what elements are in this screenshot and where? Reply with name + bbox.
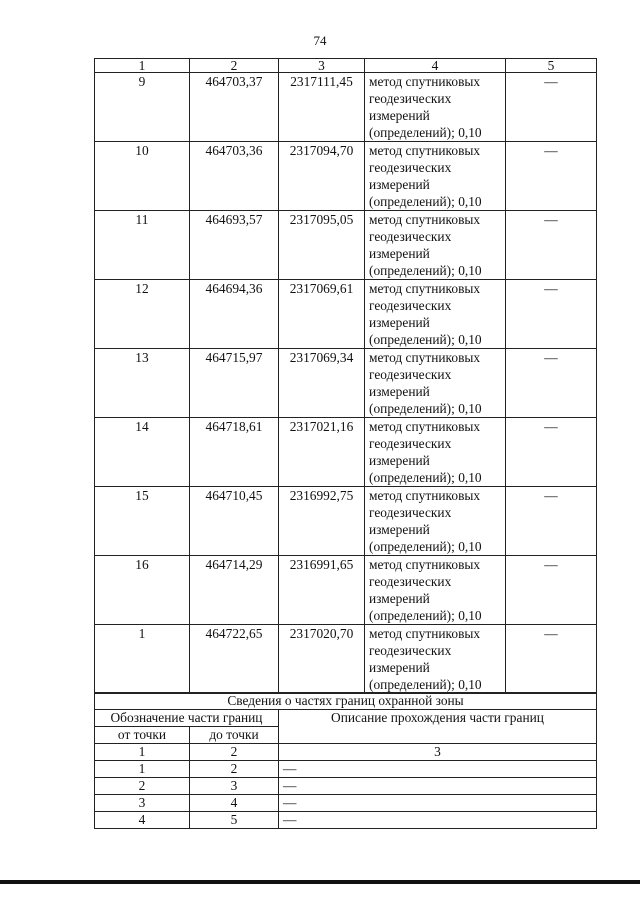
measurement-method: метод спутниковых геодезических измерений (определений); 0,10 bbox=[365, 625, 506, 694]
y-coordinate: 2317069,34 bbox=[279, 349, 365, 418]
table-row bbox=[95, 349, 597, 418]
x-coordinate: 464710,45 bbox=[190, 487, 279, 556]
measurement-method: метод спутниковых геодезических измерений (определений); 0,10 bbox=[365, 349, 506, 418]
measurement-method: метод спутниковых геодезических измерений (определений); 0,10 bbox=[365, 73, 506, 142]
coordinates-header-row bbox=[95, 59, 597, 73]
point-number: 13 bbox=[95, 349, 190, 418]
part-description: — bbox=[279, 761, 597, 778]
table-row bbox=[95, 211, 597, 280]
point-number: 12 bbox=[95, 280, 190, 349]
part-description: — bbox=[279, 812, 597, 829]
column-number-3: 3 bbox=[279, 59, 365, 73]
coordinates-table bbox=[94, 58, 597, 694]
y-coordinate: 2316992,75 bbox=[279, 487, 365, 556]
point-number: 15 bbox=[95, 487, 190, 556]
y-coordinate: 2317021,16 bbox=[279, 418, 365, 487]
y-coordinate: 2317095,05 bbox=[279, 211, 365, 280]
point-number: 9 bbox=[95, 73, 190, 142]
parts-column-number-2: 2 bbox=[190, 744, 279, 761]
note-cell: — bbox=[506, 487, 597, 556]
parts-title-row bbox=[95, 693, 597, 710]
parts-column-number-1: 1 bbox=[95, 744, 190, 761]
table-row bbox=[95, 280, 597, 349]
point-number: 11 bbox=[95, 211, 190, 280]
measurement-method: метод спутниковых геодезических измерений (определений); 0,10 bbox=[365, 211, 506, 280]
note-cell: — bbox=[506, 73, 597, 142]
parts-number-row bbox=[95, 744, 597, 761]
y-coordinate: 2317094,70 bbox=[279, 142, 365, 211]
parts-table-title: Сведения о частях границ охранной зоны bbox=[95, 693, 597, 710]
page-number: 74 bbox=[313, 33, 327, 48]
parts-header-row bbox=[95, 710, 597, 727]
part-description: — bbox=[279, 795, 597, 812]
point-number: 1 bbox=[95, 625, 190, 694]
table-row bbox=[95, 761, 597, 778]
to-point-header: до точки bbox=[190, 727, 279, 744]
y-coordinate: 2316991,65 bbox=[279, 556, 365, 625]
point-number: 16 bbox=[95, 556, 190, 625]
x-coordinate: 464694,36 bbox=[190, 280, 279, 349]
table-row bbox=[95, 142, 597, 211]
point-number: 14 bbox=[95, 418, 190, 487]
column-number-2: 2 bbox=[190, 59, 279, 73]
to-point: 4 bbox=[190, 795, 279, 812]
x-coordinate: 464718,61 bbox=[190, 418, 279, 487]
part-description: — bbox=[279, 778, 597, 795]
x-coordinate: 464722,65 bbox=[190, 625, 279, 694]
from-point-header: от точки bbox=[95, 727, 190, 744]
table-row bbox=[95, 487, 597, 556]
designation-header: Обозначение части границ bbox=[95, 710, 279, 727]
note-cell: — bbox=[506, 142, 597, 211]
to-point: 3 bbox=[190, 778, 279, 795]
x-coordinate: 464703,36 bbox=[190, 142, 279, 211]
measurement-method: метод спутниковых геодезических измерений (определений); 0,10 bbox=[365, 142, 506, 211]
table-row bbox=[95, 556, 597, 625]
table-row bbox=[95, 778, 597, 795]
point-number: 10 bbox=[95, 142, 190, 211]
measurement-method: метод спутниковых геодезических измерений (определений); 0,10 bbox=[365, 418, 506, 487]
note-cell: — bbox=[506, 625, 597, 694]
x-coordinate: 464703,37 bbox=[190, 73, 279, 142]
column-number-1: 1 bbox=[95, 59, 190, 73]
from-point: 1 bbox=[95, 761, 190, 778]
y-coordinate: 2317020,70 bbox=[279, 625, 365, 694]
table-row bbox=[95, 73, 597, 142]
note-cell: — bbox=[506, 349, 597, 418]
note-cell: — bbox=[506, 211, 597, 280]
measurement-method: метод спутниковых геодезических измерений (определений); 0,10 bbox=[365, 556, 506, 625]
parts-column-number-3: 3 bbox=[279, 744, 597, 761]
x-coordinate: 464693,57 bbox=[190, 211, 279, 280]
y-coordinate: 2317111,45 bbox=[279, 73, 365, 142]
description-header: Описание прохождения части границ bbox=[279, 710, 597, 744]
note-cell: — bbox=[506, 418, 597, 487]
note-cell: — bbox=[506, 280, 597, 349]
x-coordinate: 464714,29 bbox=[190, 556, 279, 625]
from-point: 4 bbox=[95, 812, 190, 829]
table-row bbox=[95, 812, 597, 829]
x-coordinate: 464715,97 bbox=[190, 349, 279, 418]
from-point: 3 bbox=[95, 795, 190, 812]
y-coordinate: 2317069,61 bbox=[279, 280, 365, 349]
table-row bbox=[95, 418, 597, 487]
table-row bbox=[95, 625, 597, 694]
footer-rule bbox=[0, 880, 640, 884]
to-point: 5 bbox=[190, 812, 279, 829]
from-point: 2 bbox=[95, 778, 190, 795]
table-row bbox=[95, 795, 597, 812]
column-number-5: 5 bbox=[506, 59, 597, 73]
measurement-method: метод спутниковых геодезических измерений (определений); 0,10 bbox=[365, 487, 506, 556]
note-cell: — bbox=[506, 556, 597, 625]
boundary-parts-table bbox=[94, 692, 597, 829]
measurement-method: метод спутниковых геодезических измерений (определений); 0,10 bbox=[365, 280, 506, 349]
column-number-4: 4 bbox=[365, 59, 506, 73]
to-point: 2 bbox=[190, 761, 279, 778]
